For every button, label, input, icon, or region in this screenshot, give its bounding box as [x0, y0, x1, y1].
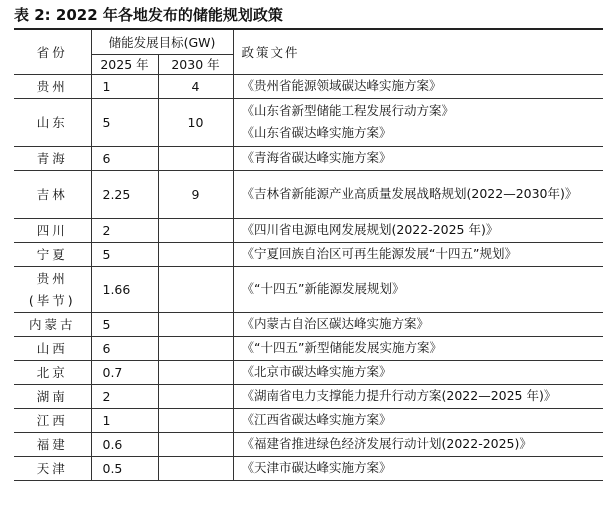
- cell-2025-target: 1: [91, 408, 158, 432]
- cell-province: [14, 336, 91, 360]
- cell-province: [14, 74, 91, 98]
- cell-2025-target: 6: [91, 336, 158, 360]
- province-name: 吉林: [36, 187, 68, 202]
- cell-2030-target: [158, 360, 233, 384]
- cell-province: [14, 408, 91, 432]
- cell-2030-target: [158, 384, 233, 408]
- table-row: [14, 336, 603, 360]
- table-row: [14, 266, 603, 312]
- province-name: 江西: [36, 413, 68, 428]
- cell-policy-docs: [233, 218, 603, 242]
- cell-2030-target: [158, 408, 233, 432]
- cell-policy-docs: [233, 312, 603, 336]
- cell-province: [14, 456, 91, 480]
- cell-province: [14, 432, 91, 456]
- cell-2025-target: 2: [91, 384, 158, 408]
- cell-2025-target: 5: [91, 242, 158, 266]
- cell-policy-docs: [233, 146, 603, 170]
- cell-2025-target: 1.66: [91, 266, 158, 312]
- cell-policy-docs: [233, 170, 603, 218]
- header-province: 省份: [14, 30, 91, 74]
- province-name: 天津: [36, 461, 68, 476]
- cell-2025-target: 5: [91, 98, 158, 146]
- cell-2030-target: [158, 456, 233, 480]
- header-row-1: [14, 30, 603, 54]
- cell-2030-target: [158, 218, 233, 242]
- header-docs: 政策文件: [233, 30, 603, 74]
- cell-policy-docs: [233, 266, 603, 312]
- policy-document: 《福建省推进绿色经济发展行动计划(2022-2025)》: [241, 436, 532, 451]
- header-2025: 2025 年: [91, 54, 158, 74]
- cell-policy-docs: [233, 408, 603, 432]
- policy-document: 《北京市碳达峰实施方案》: [241, 364, 392, 379]
- cell-2025-target: 0.5: [91, 456, 158, 480]
- header-2030: 2030 年: [158, 54, 233, 74]
- cell-province: [14, 242, 91, 266]
- province-name: 湖南: [36, 389, 68, 404]
- cell-province: [14, 218, 91, 242]
- cell-2030-target: [158, 242, 233, 266]
- policy-document: 《贵州省能源领域碳达峰实施方案》: [241, 78, 442, 93]
- cell-province: [14, 266, 91, 312]
- province-name: 北京: [36, 365, 68, 380]
- cell-2025-target: 2: [91, 218, 158, 242]
- policy-document: 《湖南省电力支撑能力提升行动方案(2022—2025 年)》: [241, 388, 557, 403]
- policy-table: [14, 30, 603, 481]
- table-row: [14, 170, 603, 218]
- policy-document: 《山东省碳达峰实施方案》: [241, 125, 392, 140]
- cell-province: [14, 170, 91, 218]
- policy-document: 《天津市碳达峰实施方案》: [241, 460, 392, 475]
- table-body: [14, 74, 603, 480]
- cell-province: [14, 360, 91, 384]
- cell-2025-target: 0.7: [91, 360, 158, 384]
- policy-document: 《宁夏回族自治区可再生能源发展“十四五”规划》: [241, 246, 517, 261]
- province-name: 福建: [36, 437, 68, 452]
- table-row: [14, 98, 603, 146]
- cell-2025-target: 6: [91, 146, 158, 170]
- cell-policy-docs: [233, 74, 603, 98]
- province-note: (毕节): [28, 293, 76, 308]
- table-row: [14, 384, 603, 408]
- cell-2030-target: [158, 432, 233, 456]
- cell-policy-docs: [233, 336, 603, 360]
- province-name: 山西: [36, 341, 68, 356]
- cell-2030-target: [158, 336, 233, 360]
- cell-policy-docs: [233, 98, 603, 146]
- cell-2025-target: 5: [91, 312, 158, 336]
- province-name: 四川: [36, 223, 68, 238]
- cell-2025-target: 1: [91, 74, 158, 98]
- cell-province: [14, 312, 91, 336]
- province-name: 青海: [36, 151, 68, 166]
- province-name: 内蒙古: [28, 317, 76, 332]
- table-row: [14, 242, 603, 266]
- policy-document: 《江西省碳达峰实施方案》: [241, 412, 392, 427]
- header-target: 储能发展目标(GW): [91, 30, 233, 54]
- province-name: 贵州: [36, 79, 68, 94]
- cell-policy-docs: [233, 456, 603, 480]
- cell-province: [14, 98, 91, 146]
- policy-document: 《山东省新型储能工程发展行动方案》: [241, 103, 455, 118]
- table-title: 表 2: 2022 年各地发布的储能规划政策: [14, 6, 283, 24]
- cell-province: [14, 146, 91, 170]
- cell-policy-docs: [233, 384, 603, 408]
- cell-2030-target: 9: [158, 170, 233, 218]
- table-row: [14, 312, 603, 336]
- table-row: [14, 408, 603, 432]
- table-row: [14, 146, 603, 170]
- province-name: 宁夏: [36, 247, 68, 262]
- policy-document: 《吉林省新能源产业高质量发展战略规划(2022—2030年)》: [241, 186, 578, 201]
- cell-2030-target: [158, 312, 233, 336]
- province-name: 山东: [36, 115, 68, 130]
- cell-2025-target: 0.6: [91, 432, 158, 456]
- table-row: [14, 218, 603, 242]
- cell-2030-target: 4: [158, 74, 233, 98]
- cell-policy-docs: [233, 360, 603, 384]
- table-row: [14, 74, 603, 98]
- policy-document: 《四川省电源电网发展规划(2022-2025 年)》: [241, 222, 499, 237]
- cell-policy-docs: [233, 242, 603, 266]
- table-row: [14, 432, 603, 456]
- cell-2030-target: [158, 266, 233, 312]
- cell-2025-target: 2.25: [91, 170, 158, 218]
- cell-2030-target: [158, 146, 233, 170]
- cell-2030-target: 10: [158, 98, 233, 146]
- province-name: 贵州: [36, 271, 68, 286]
- cell-policy-docs: [233, 432, 603, 456]
- table-row: [14, 360, 603, 384]
- policy-document: 《青海省碳达峰实施方案》: [241, 150, 392, 165]
- cell-province: [14, 384, 91, 408]
- policy-document: 《“十四五”新型储能发展实施方案》: [241, 340, 442, 355]
- policy-document: 《内蒙古自治区碳达峰实施方案》: [241, 316, 430, 331]
- policy-document: 《“十四五”新能源发展规划》: [241, 281, 405, 296]
- table-row: [14, 456, 603, 480]
